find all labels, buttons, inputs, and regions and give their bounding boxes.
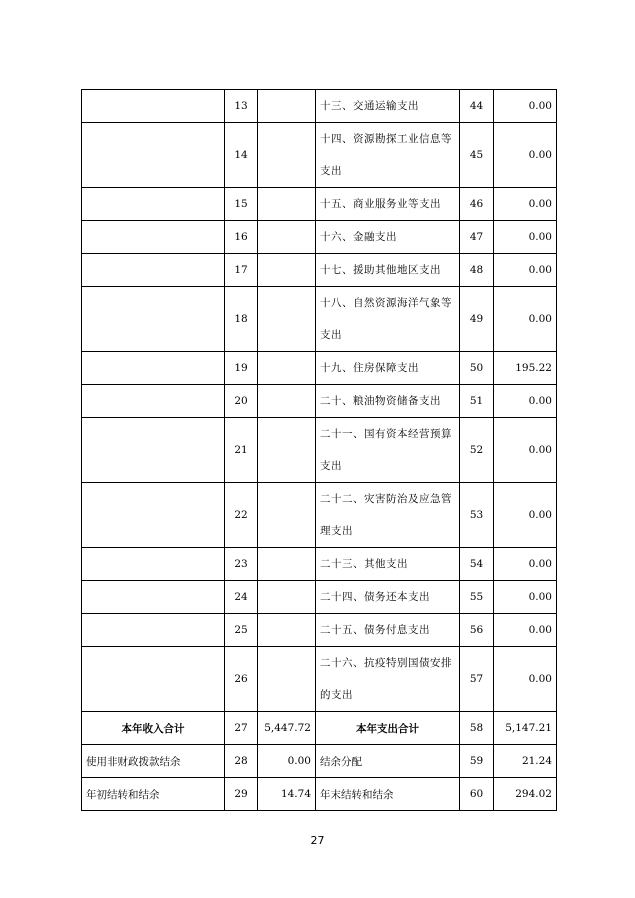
expense-item-cell: 二十六、抗疫特别国债安排的支出: [316, 647, 460, 712]
income-total-amount: 5,447.72: [258, 712, 316, 745]
table-body: [82, 90, 557, 811]
expense-item-cell: 十四、资源勘探工业信息等支出: [316, 123, 460, 188]
table-row: [82, 123, 557, 188]
income-line-number: 17: [225, 254, 258, 287]
table-row: [82, 254, 557, 287]
income-item-cell: [82, 385, 225, 418]
expense-line-number: 57: [460, 647, 494, 712]
expense-amount-cell: 0.00: [494, 221, 557, 254]
income-line-number: 28: [225, 745, 258, 778]
income-line-number: 22: [225, 483, 258, 548]
table-row: [82, 221, 557, 254]
income-amount-cell: [258, 548, 316, 581]
income-item-cell: [82, 123, 225, 188]
income-item-cell: 使用非财政拨款结余: [82, 745, 225, 778]
income-item-cell: [82, 352, 225, 385]
income-amount-cell: 14.74: [258, 778, 316, 811]
expense-line-number: 48: [460, 254, 494, 287]
expense-line-number: 52: [460, 418, 494, 483]
table-row: [82, 287, 557, 352]
table-row: [82, 548, 557, 581]
table-row: [82, 90, 557, 123]
expense-item-cell: 二十二、灾害防治及应急管理支出: [316, 483, 460, 548]
income-item-cell: [82, 614, 225, 647]
income-total-label: 本年收入合计: [82, 712, 225, 745]
income-line-number: 15: [225, 188, 258, 221]
expense-amount-cell: 0.00: [494, 188, 557, 221]
budget-table: [81, 89, 557, 811]
expense-amount-cell: 0.00: [494, 385, 557, 418]
table-row: [82, 581, 557, 614]
income-line-number: 25: [225, 614, 258, 647]
expense-line-number: 44: [460, 90, 494, 123]
income-line-number: 13: [225, 90, 258, 123]
table-row: [82, 483, 557, 548]
income-item-cell: [82, 254, 225, 287]
expense-line-number: 51: [460, 385, 494, 418]
income-line-number: 24: [225, 581, 258, 614]
expense-item-cell: 二十一、国有资本经营预算支出: [316, 418, 460, 483]
income-amount-cell: [258, 483, 316, 548]
income-amount-cell: [258, 614, 316, 647]
income-amount-cell: 0.00: [258, 745, 316, 778]
expense-amount-cell: 195.22: [494, 352, 557, 385]
income-item-cell: [82, 548, 225, 581]
expense-item-cell: 十五、商业服务业等支出: [316, 188, 460, 221]
income-amount-cell: [258, 647, 316, 712]
income-line-number: 16: [225, 221, 258, 254]
expense-amount-cell: 0.00: [494, 90, 557, 123]
income-item-cell: [82, 581, 225, 614]
expense-amount-cell: 21.24: [494, 745, 557, 778]
expense-line-number: 54: [460, 548, 494, 581]
expense-amount-cell: 0.00: [494, 254, 557, 287]
income-amount-cell: [258, 254, 316, 287]
expense-total-amount: 5,147.21: [494, 712, 557, 745]
expense-item-cell: 十八、自然资源海洋气象等支出: [316, 287, 460, 352]
income-item-cell: [82, 90, 225, 123]
income-item-cell: [82, 287, 225, 352]
income-amount-cell: [258, 352, 316, 385]
income-amount-cell: [258, 287, 316, 352]
summary-row: [82, 745, 557, 778]
income-item-cell: [82, 221, 225, 254]
summary-row: [82, 778, 557, 811]
expense-item-cell: 二十五、债务付息支出: [316, 614, 460, 647]
expense-line-number: 53: [460, 483, 494, 548]
table-row: [82, 418, 557, 483]
table-row: [82, 614, 557, 647]
expense-line-number: 47: [460, 221, 494, 254]
expense-item-cell: 年末结转和结余: [316, 778, 460, 811]
income-amount-cell: [258, 123, 316, 188]
income-item-cell: [82, 483, 225, 548]
page-number: 27: [310, 834, 325, 847]
expense-amount-cell: 0.00: [494, 548, 557, 581]
table-row: [82, 352, 557, 385]
expense-line-number: 60: [460, 778, 494, 811]
income-item-cell: [82, 647, 225, 712]
income-amount-cell: [258, 90, 316, 123]
expense-amount-cell: 0.00: [494, 418, 557, 483]
expense-amount-cell: 0.00: [494, 647, 557, 712]
expense-item-cell: 十六、金融支出: [316, 221, 460, 254]
income-total-line-number: 27: [225, 712, 258, 745]
expense-item-cell: 二十、粮油物资储备支出: [316, 385, 460, 418]
income-item-cell: [82, 188, 225, 221]
table-row: [82, 647, 557, 712]
income-line-number: 23: [225, 548, 258, 581]
income-amount-cell: [258, 221, 316, 254]
expense-total-line-number: 58: [460, 712, 494, 745]
table-row: [82, 188, 557, 221]
income-line-number: 29: [225, 778, 258, 811]
expense-item-cell: 十七、援助其他地区支出: [316, 254, 460, 287]
income-line-number: 19: [225, 352, 258, 385]
expense-amount-cell: 0.00: [494, 581, 557, 614]
income-line-number: 21: [225, 418, 258, 483]
income-line-number: 18: [225, 287, 258, 352]
income-line-number: 26: [225, 647, 258, 712]
income-line-number: 14: [225, 123, 258, 188]
expense-amount-cell: 0.00: [494, 287, 557, 352]
table-row: [82, 385, 557, 418]
expense-line-number: 55: [460, 581, 494, 614]
income-amount-cell: [258, 188, 316, 221]
expense-item-cell: 十九、住房保障支出: [316, 352, 460, 385]
expense-line-number: 59: [460, 745, 494, 778]
expense-amount-cell: 0.00: [494, 614, 557, 647]
expense-line-number: 45: [460, 123, 494, 188]
expense-item-cell: 二十三、其他支出: [316, 548, 460, 581]
expense-line-number: 49: [460, 287, 494, 352]
expense-item-cell: 十三、交通运输支出: [316, 90, 460, 123]
income-item-cell: [82, 418, 225, 483]
expense-item-cell: 二十四、债务还本支出: [316, 581, 460, 614]
expense-amount-cell: 0.00: [494, 123, 557, 188]
income-line-number: 20: [225, 385, 258, 418]
expense-item-cell: 结余分配: [316, 745, 460, 778]
expense-line-number: 46: [460, 188, 494, 221]
income-item-cell: 年初结转和结余: [82, 778, 225, 811]
expense-line-number: 50: [460, 352, 494, 385]
expense-amount-cell: 0.00: [494, 483, 557, 548]
expense-line-number: 56: [460, 614, 494, 647]
income-amount-cell: [258, 385, 316, 418]
totals-row: [82, 712, 557, 745]
expense-total-label: 本年支出合计: [316, 712, 460, 745]
income-amount-cell: [258, 418, 316, 483]
expense-amount-cell: 294.02: [494, 778, 557, 811]
income-amount-cell: [258, 581, 316, 614]
